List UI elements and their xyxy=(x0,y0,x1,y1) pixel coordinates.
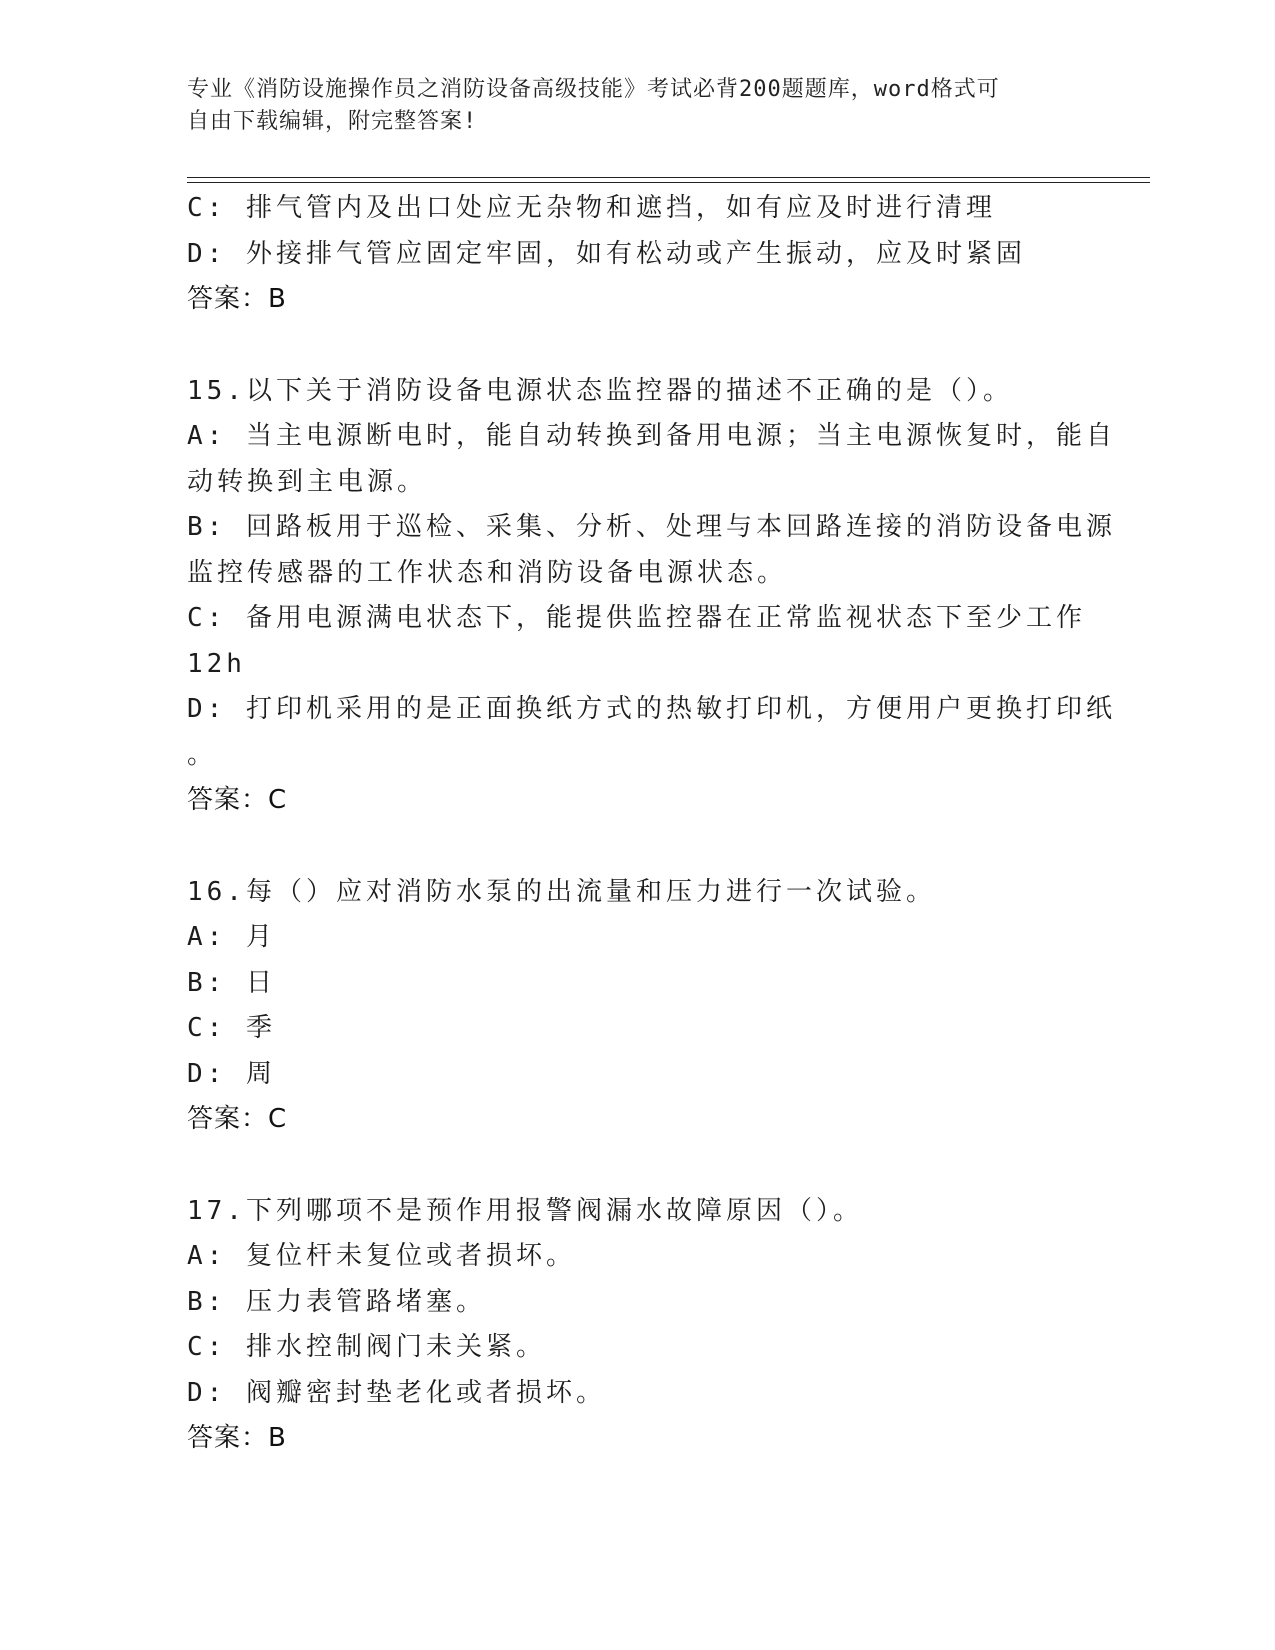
header-line-1: 专业《消防设施操作员之消防设备高级技能》考试必背200题题库，word格式可 xyxy=(187,77,1000,102)
option-b: B: 压力表管路堵塞。 xyxy=(187,1286,486,1317)
question-text: 16.每（）应对消防水泵的出流量和压力进行一次试验。 xyxy=(187,876,936,907)
document-body xyxy=(187,186,1116,1462)
header-divider-bottom xyxy=(187,182,1150,183)
option-d: D: 打印机采用的是正面换纸方式的热敏打印机，方便用户更换打印纸 xyxy=(187,694,1116,724)
question-16-block xyxy=(187,870,1087,1143)
option-a: A: 月 xyxy=(187,922,276,952)
option-a: A: 当主电源断电时，能自动转换到备用电源；当主电源恢复时，能自 xyxy=(187,421,1116,451)
spacer xyxy=(187,824,1087,870)
answer-label: 答案：C xyxy=(187,785,288,815)
option-d: D: 周 xyxy=(187,1058,276,1089)
question-text: 17.下列哪项不是预作用报警阀漏水故障原因（）。 xyxy=(187,1195,863,1226)
option-a: A: 复位杆未复位或者损坏。 xyxy=(187,1241,576,1271)
option-c: C: 排气管内及出口处应无杂物和遮挡，如有应及时进行清理 xyxy=(187,193,996,223)
option-d: D: 阀瓣密封垫老化或者损坏。 xyxy=(187,1377,606,1408)
answer-label: 答案：C xyxy=(187,1104,288,1134)
spacer xyxy=(187,323,1087,369)
option-d: D: 外接排气管应固定牢固，如有松动或产生振动，应及时紧固 xyxy=(187,238,1026,269)
question-17-block xyxy=(187,1189,1087,1462)
option-b-continued: 监控传感器的工作状态和消防设备电源状态。 xyxy=(187,557,788,588)
question-15-block xyxy=(187,369,1116,824)
question-text: 15.以下关于消防设备电源状态监控器的描述不正确的是（）。 xyxy=(187,375,1013,406)
answer-label: 答案：B xyxy=(187,1423,287,1453)
prev-question-block xyxy=(187,186,1087,323)
option-c: C: 备用电源满电状态下，能提供监控器在正常监视状态下至少工作 xyxy=(187,603,1086,633)
header-divider-top xyxy=(187,177,1150,178)
header-line-2: 自由下载编辑，附完整答案! xyxy=(187,109,478,134)
option-b: B: 回路板用于巡检、采集、分析、处理与本回路连接的消防设备电源 xyxy=(187,512,1116,542)
document-header xyxy=(187,74,1067,138)
option-c: C: 排水控制阀门未关紧。 xyxy=(187,1332,546,1362)
option-b: B: 日 xyxy=(187,967,276,998)
spacer xyxy=(187,1143,1087,1189)
option-a-continued: 动转换到主电源。 xyxy=(187,466,428,497)
option-d-continued: 。 xyxy=(187,739,218,770)
option-c-continued: 12h xyxy=(187,648,246,679)
option-c: C: 季 xyxy=(187,1013,276,1043)
answer-label: 答案：B xyxy=(187,284,287,314)
